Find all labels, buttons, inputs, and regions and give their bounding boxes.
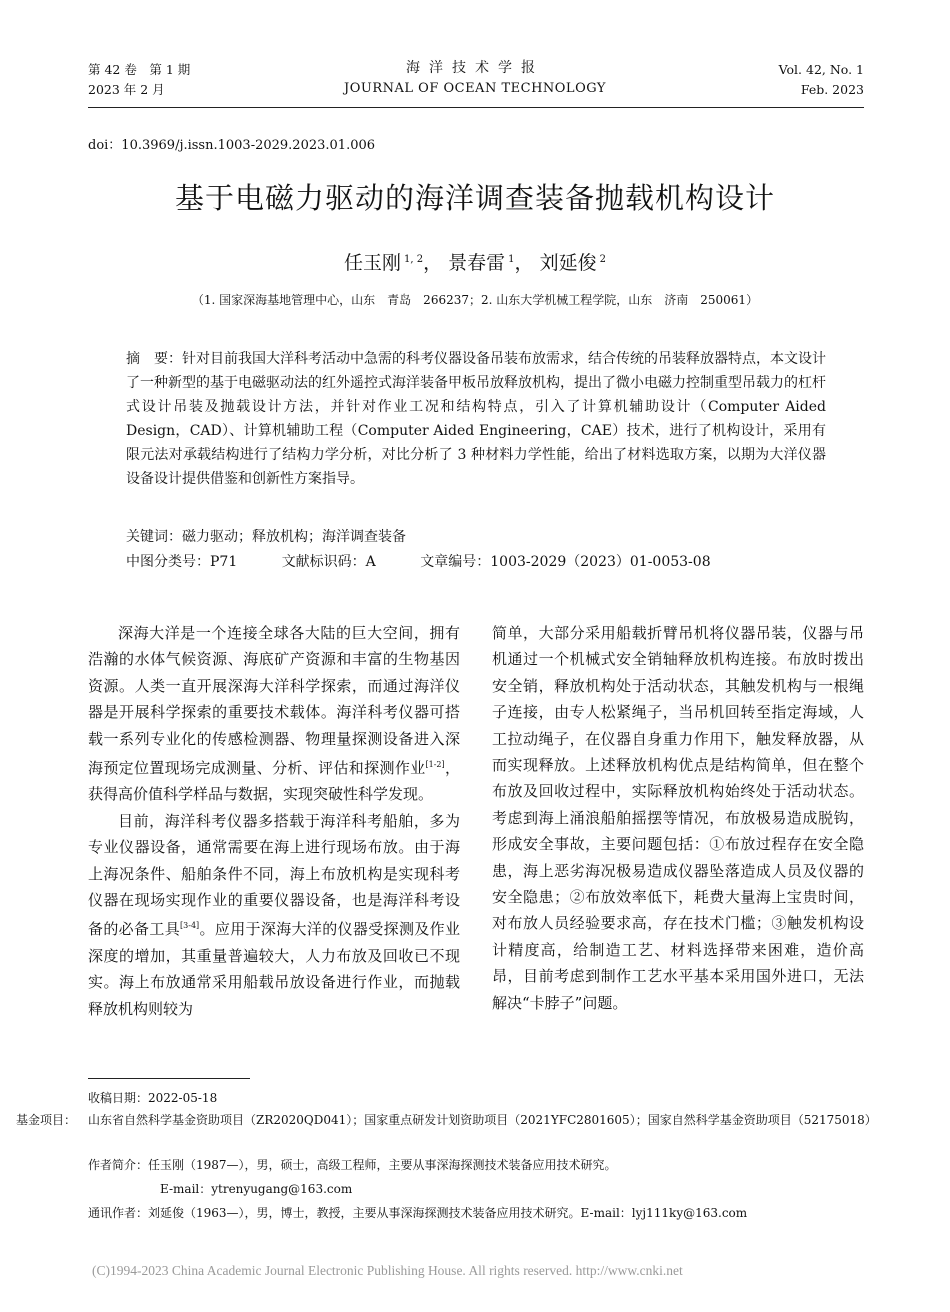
footnote-text: 刘延俊（1963—），男，博士，教授，主要从事深海探测技术装备应用技术研究。E-mail：lyj111ky@163.com bbox=[148, 1206, 748, 1220]
author-sep: ， bbox=[423, 252, 443, 274]
article-number: 文章编号：1003-2029（2023）01-0053-08 bbox=[420, 554, 711, 570]
author-name: 景春雷 bbox=[448, 252, 506, 274]
doi[interactable]: doi：10.3969/j.issn.1003-2029.2023.01.006 bbox=[88, 138, 376, 153]
footnote-text: 2022-05-18 bbox=[148, 1091, 218, 1105]
author-email[interactable]: E-mail：ytrenyugang@163.com bbox=[160, 1182, 353, 1196]
body-column-left bbox=[88, 620, 460, 1022]
author-affil-sup: 1 bbox=[508, 253, 515, 265]
classification-line bbox=[126, 550, 751, 574]
footnote-label: 通讯作者： bbox=[88, 1206, 149, 1220]
footnote-text: 山东省自然科学基金资助项目（ZR2020QD041）；国家重点研发计划资助项目（2021YFC2801605）；国家自然科学基金资助项目（52175018） bbox=[88, 1113, 877, 1127]
abstract-text: 针对目前我国大洋科考活动中急需的科考仪器设备吊装布放需求，结合传统的吊装释放器特点，本文设计了一种新型的基于电磁驱动法的红外遥控式海洋装备甲板吊放释放机构，提出了微小电磁力控制重型吊载力的杠杆式设计吊装及抛载设计方法，并针对作业工况和结构特点，引入了计算机辅助设计（Computer Aided Design，CAD）、计算机辅助工程（Computer Aided Engineering，CAE）技术，进行了机构设计，采用有限元法对承载结构进行了结构力学分析，对比分析了 3 种材料力学性能，给出了材料选取方案，以期为大洋仪器设备设计提供借鉴和创新性方案指导。 bbox=[126, 351, 826, 487]
citation[interactable]: [3-4] bbox=[180, 921, 200, 931]
author-affil-sup: 2 bbox=[599, 253, 606, 265]
footnote-label: 作者简介： bbox=[88, 1158, 149, 1172]
footnote-fund: 基金项目： 山东省自然科学基金资助项目（ZR2020QD041）；国家重点研发计划资助项目（2021YFC2801605）；国家自然科学基金资助项目（52175018） bbox=[16, 1113, 877, 1127]
author-name: 刘延俊 bbox=[539, 252, 597, 274]
body-paragraph bbox=[88, 620, 460, 808]
footnote-corresponding bbox=[88, 1203, 866, 1224]
issue-date: 2023 年 2 月 bbox=[88, 82, 165, 97]
keywords bbox=[126, 525, 406, 549]
abstract bbox=[126, 347, 826, 491]
issue-info-en bbox=[779, 60, 864, 100]
footnote-rule bbox=[88, 1078, 250, 1079]
journal-name bbox=[300, 57, 650, 99]
header-rule bbox=[88, 107, 864, 108]
body-paragraph bbox=[88, 808, 460, 1022]
paper-title: 基于电磁力驱动的海洋调查装备抛载机构设计 bbox=[174, 181, 775, 215]
affiliations: （1. 国家深海基地管理中心，山东 青岛 266237；2. 山东大学机械工程学院，山东 济南 250061） bbox=[191, 293, 759, 307]
citation[interactable]: [1-2] bbox=[425, 760, 445, 770]
footnote-received bbox=[88, 1088, 866, 1109]
volume-issue-en: Vol. 42, No. 1 bbox=[778, 62, 864, 77]
paragraph-text: 深海大洋是一个连接全球各大陆的巨大空间，拥有浩瀚的水体气候资源、海底矿产资源和丰富的生物基因资源。人类一直开展深海大洋科学探索，而通过海洋仪器是开展科学探索的重要技术载体。海洋科考仪器可搭载一系列专业化的传感检测器、物理量探测设备进入深海预定位置现场完成测量、分析、评估和探测作业 bbox=[88, 624, 460, 778]
copyright-notice: (C)1994-2023 China Academic Journal Electronic Publishing House. All rights reserved. http://www.cnki.net bbox=[92, 1263, 683, 1278]
journal-name-cn: 海洋技术学报 bbox=[406, 60, 544, 76]
issue-date-en: Feb. 2023 bbox=[800, 82, 864, 97]
footnote-author-email bbox=[88, 1179, 938, 1200]
keywords-label: 关键词： bbox=[126, 529, 182, 545]
document-code: 文献标识码：A bbox=[281, 554, 376, 570]
author-sep: ， bbox=[514, 252, 534, 274]
footnote-text: 任玉刚（1987—），男，硕士，高级工程师，主要从事深海探测技术装备应用技术研究。 bbox=[148, 1158, 617, 1172]
issue-info bbox=[88, 60, 190, 100]
footnote-label: 收稿日期： bbox=[88, 1091, 149, 1105]
author-affil-sup: 1, 2 bbox=[404, 253, 424, 265]
clc-number: 中图分类号：P71 bbox=[126, 554, 238, 570]
author-list bbox=[60, 248, 890, 275]
author-name: 任玉刚 bbox=[343, 252, 401, 274]
abstract-label: 摘 要： bbox=[126, 351, 182, 367]
volume-issue: 第 42 卷 第 1 期 bbox=[88, 62, 191, 77]
keywords-text: 磁力驱动；释放机构；海洋调查装备 bbox=[182, 529, 406, 545]
body-paragraph: 简单，大部分采用船载折臂吊机将仪器吊装，仪器与吊机通过一个机械式安全销轴释放机构连接。布放时拨出安全销，释放机构处于活动状态，其触发机构与一根绳子连接，由专人松紧绳子，当吊机回转至指定海域，人工拉动绳子，在仪器自身重力作用下，触发释放器，从而实现释放。上述释放机构优点是结构简单，但在整个布放及回收过程中，实际释放机构始终处于活动状态。考虑到海上涌浪船舶摇摆等情况，布放极易造成脱钩，形成安全事故，主要问题包括：①布放过程存在安全隐患，海上恶劣海况极易造成仪器坠落造成人员及仪器的安全隐患；②布放效率低下，耗费大量海上宝贵时间，对布放人员经验要求高，存在技术门槛；③触发机构设计精度高，给制造工艺、材料选择带来困难，造价高昂，目前考虑到制作工艺水平基本采用国外进口，无法解决“卡脖子”问题。 bbox=[492, 624, 864, 1012]
body-column-right bbox=[492, 620, 864, 1016]
paragraph-text: ，获得高价值科学样品与数据，实现突破性科学发现。 bbox=[88, 759, 460, 804]
journal-name-en: JOURNAL OF OCEAN TECHNOLOGY bbox=[344, 81, 606, 96]
paragraph-text: 目前，海洋科考仪器多搭载于海洋科考船舶，多为专业仪器设备，通常需要在海上进行现场布放。由于海上海况条件、船舶条件不同，海上布放机构是实现科考仪器在现场实现作业的重要仪器设备，也是海洋科考设备的必备工具 bbox=[88, 811, 460, 939]
footnote-author bbox=[88, 1155, 866, 1176]
paragraph-text: 。应用于深海大洋的仪器受探测及作业深度的增加，其重量普遍较大，人力布放及回收已不现实。海上布放通常采用船载吊放设备进行作业，而抛载释放机构则较为 bbox=[88, 920, 460, 1018]
